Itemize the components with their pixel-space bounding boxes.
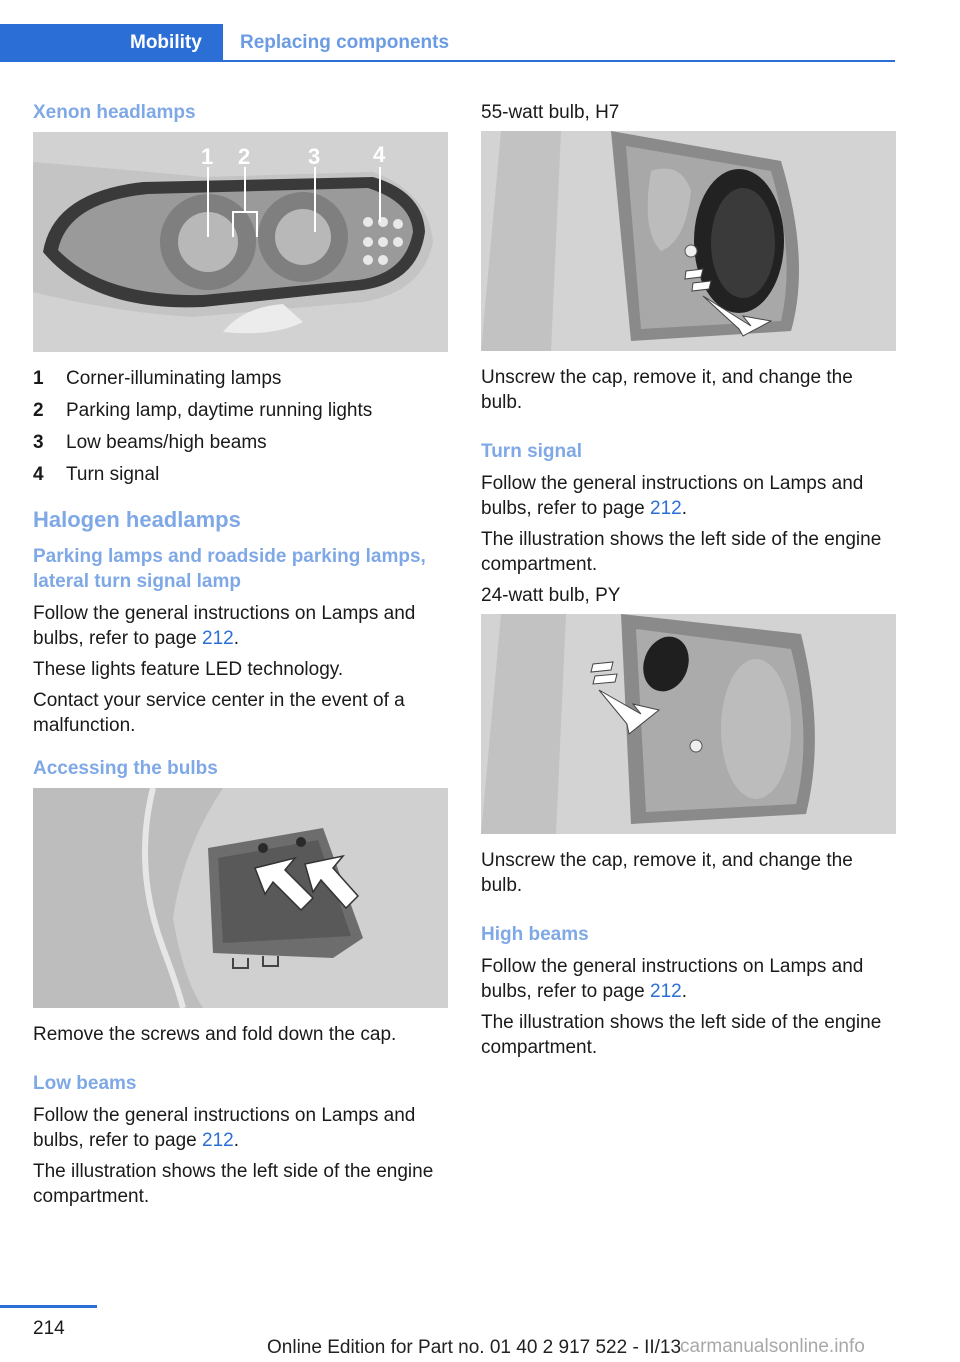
xenon-legend	[33, 366, 448, 487]
access-caption: Remove the screws and fold down the cap.	[33, 1024, 397, 1045]
high-beams-note: The illustration shows the left side of the engine compartment.	[481, 1012, 882, 1058]
legend-num: 3	[33, 432, 44, 453]
legend-num: 1	[33, 368, 44, 389]
legend-text: Corner-illuminating lamps	[66, 368, 282, 389]
legend-num: 2	[33, 400, 44, 421]
page-link[interactable]: 212	[202, 628, 234, 649]
edition-line: Online Edition for Part no. 01 40 2 917 522 - II/13	[267, 1337, 682, 1358]
high-beams-instructions	[481, 954, 896, 1004]
page-link[interactable]: 212	[650, 981, 682, 1002]
legend-num: 4	[33, 464, 44, 485]
legend-row	[33, 462, 448, 487]
left-column	[33, 100, 448, 1215]
low-beams-instructions	[33, 1103, 448, 1153]
legend-text: Parking lamp, daytime running lights	[66, 400, 373, 421]
punctuation: .	[233, 628, 239, 649]
punctuation: .	[681, 498, 687, 519]
service-note: Contact your service center in the event of a malfunction.	[33, 690, 405, 736]
fig1-label-2: 2	[238, 144, 251, 169]
fig1-label-3: 3	[308, 144, 321, 169]
xenon-headlamp-figure	[33, 132, 448, 352]
accessing-bulbs-heading: Accessing the bulbs	[33, 758, 218, 779]
turn-signal-instructions	[481, 471, 896, 521]
py-caption: Unscrew the cap, remove it, and change the bulb.	[481, 850, 853, 896]
header-rule	[0, 60, 895, 62]
h7-bulb-figure	[481, 131, 896, 351]
halogen-heading: Halogen headlamps	[33, 507, 241, 532]
legend-row	[33, 366, 448, 391]
high-beams-instructions-text: Follow the general instructions on Lamps and bulbs, refer to page	[481, 956, 864, 1002]
low-beams-heading: Low beams	[33, 1073, 137, 1094]
tab-replacing-components[interactable]: Replacing components	[240, 32, 450, 53]
accessing-bulbs-figure	[33, 788, 448, 1008]
fig1-label-4: 4	[373, 142, 386, 167]
low-beams-instructions-text: Follow the general instructions on Lamps and bulbs, refer to page	[33, 1105, 416, 1151]
watermark: carmanualsonline.info	[680, 1336, 865, 1357]
h7-caption: Unscrew the cap, remove it, and change the bulb.	[481, 367, 853, 413]
turn-signal-note: The illustration shows the left side of the engine compartment.	[481, 529, 882, 575]
legend-text: Turn signal	[66, 464, 160, 485]
punctuation: .	[681, 981, 687, 1002]
page-link[interactable]: 212	[650, 498, 682, 519]
footer-rule	[0, 1305, 97, 1308]
page-link[interactable]: 212	[202, 1130, 234, 1151]
tab-mobility[interactable]: Mobility	[0, 24, 223, 62]
parking-lamps-heading: Parking lamps and roadside parking lamps, lateral turn signal lamp	[33, 546, 426, 592]
fig1-label-1: 1	[201, 144, 214, 169]
section-tab-bar	[0, 24, 895, 62]
parking-instructions	[33, 601, 448, 651]
page-number: 214	[33, 1318, 65, 1339]
legend-row	[33, 398, 448, 423]
punctuation: .	[233, 1130, 239, 1151]
parking-instructions-text: Follow the general instructions on Lamps and bulbs, refer to page	[33, 603, 416, 649]
py-bulb-figure	[481, 614, 896, 834]
led-note: These lights feature LED technology.	[33, 659, 344, 680]
turn-signal-heading: Turn signal	[481, 441, 582, 462]
legend-row	[33, 430, 448, 455]
xenon-heading: Xenon headlamps	[33, 102, 196, 123]
h7-bulb-label: 55-watt bulb, H7	[481, 102, 620, 123]
legend-text: Low beams/high beams	[66, 432, 267, 453]
right-column	[481, 100, 896, 1066]
py-bulb-label: 24-watt bulb, PY	[481, 585, 621, 606]
low-beams-note: The illustration shows the left side of the engine compartment.	[33, 1161, 434, 1207]
high-beams-heading: High beams	[481, 924, 589, 945]
turn-signal-instructions-text: Follow the general instructions on Lamps and bulbs, refer to page	[481, 473, 864, 519]
